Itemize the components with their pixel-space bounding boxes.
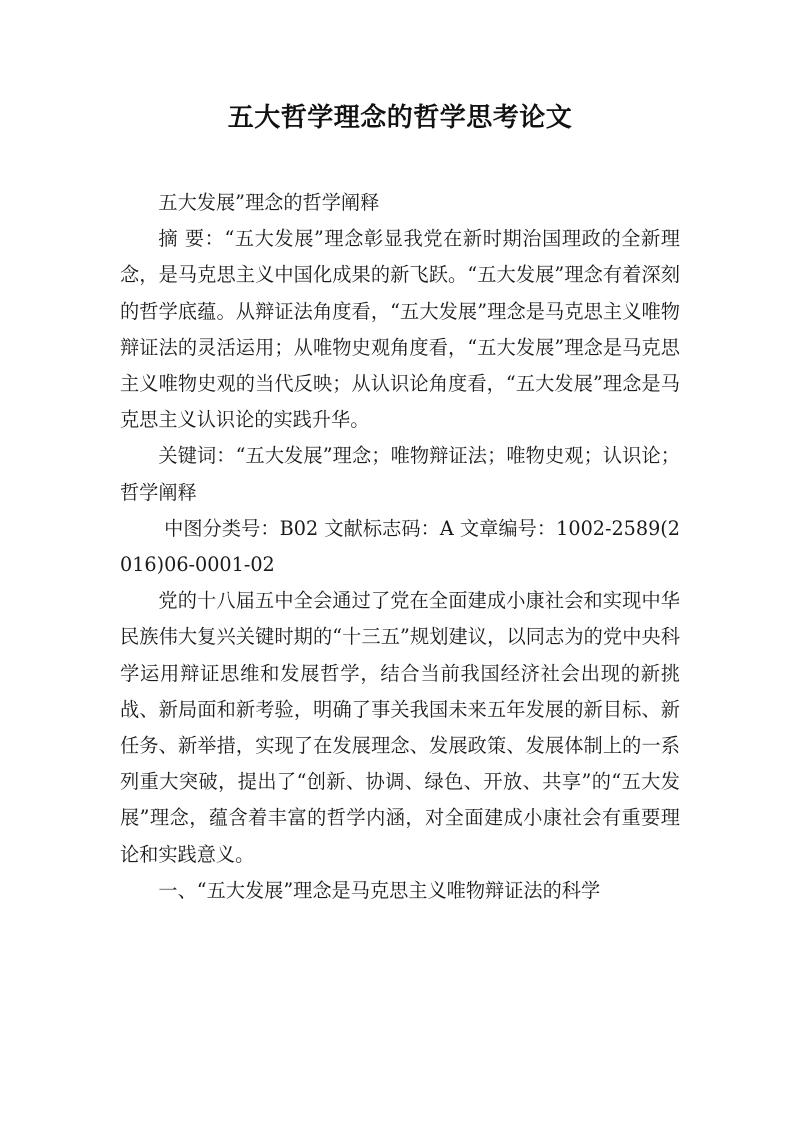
- section-heading-1: 一、“五大发展”理念是马克思主义唯物辩证法的科学: [158, 878, 601, 902]
- document-title: 五大哲学理念的哲学思考论文: [227, 103, 573, 133]
- abstract-paragraph: 摘 要：“五大发展”理念彰显我党在新时期治国理政的全新理念，是马克思主义中国化成果的新飞跃。“五大发展”理念有着深刻的哲学底蕴。从辩证法角度看，“五大发展”理念是马克思主义唯物辩证法的灵活运用；从唯物史观角度看，“五大发展”理念是马克思主义唯物史观的当代反映；从认识论角度看，“五大发展”理念是马克思主义认识论的实践升华。: [120, 227, 680, 432]
- intro-paragraph: 党的十八届五中全会通过了党在全面建成小康社会和实现中华民族伟大复兴关键时期的“十三五”规划建议，以同志为的党中央科学运用辩证思维和发展哲学，结合当前我国经济社会出现的新挑战、新局面和新考验，明确了事关我国未来五年发展的新目标、新任务、新举措，实现了在发展理念、发展政策、发展体制上的一系列重大突破，提出了“创新、协调、绿色、开放、共享”的“五大发展”理念，蕴含着丰富的哲学内涵，对全面建成小康社会有重要理论和实践意义。: [120, 589, 680, 866]
- document-body: [120, 185, 680, 909]
- keywords-paragraph: 关键词：“五大发展”理念；唯物辩证法；唯物史观；认识论；哲学阐释: [120, 444, 680, 504]
- classification-paragraph: 中图分类号：B02 文献标志码：A 文章编号：1002-2589(2016)06-0001-02: [120, 516, 680, 577]
- subtitle-paragraph: 五大发展”理念的哲学阐释: [158, 191, 380, 214]
